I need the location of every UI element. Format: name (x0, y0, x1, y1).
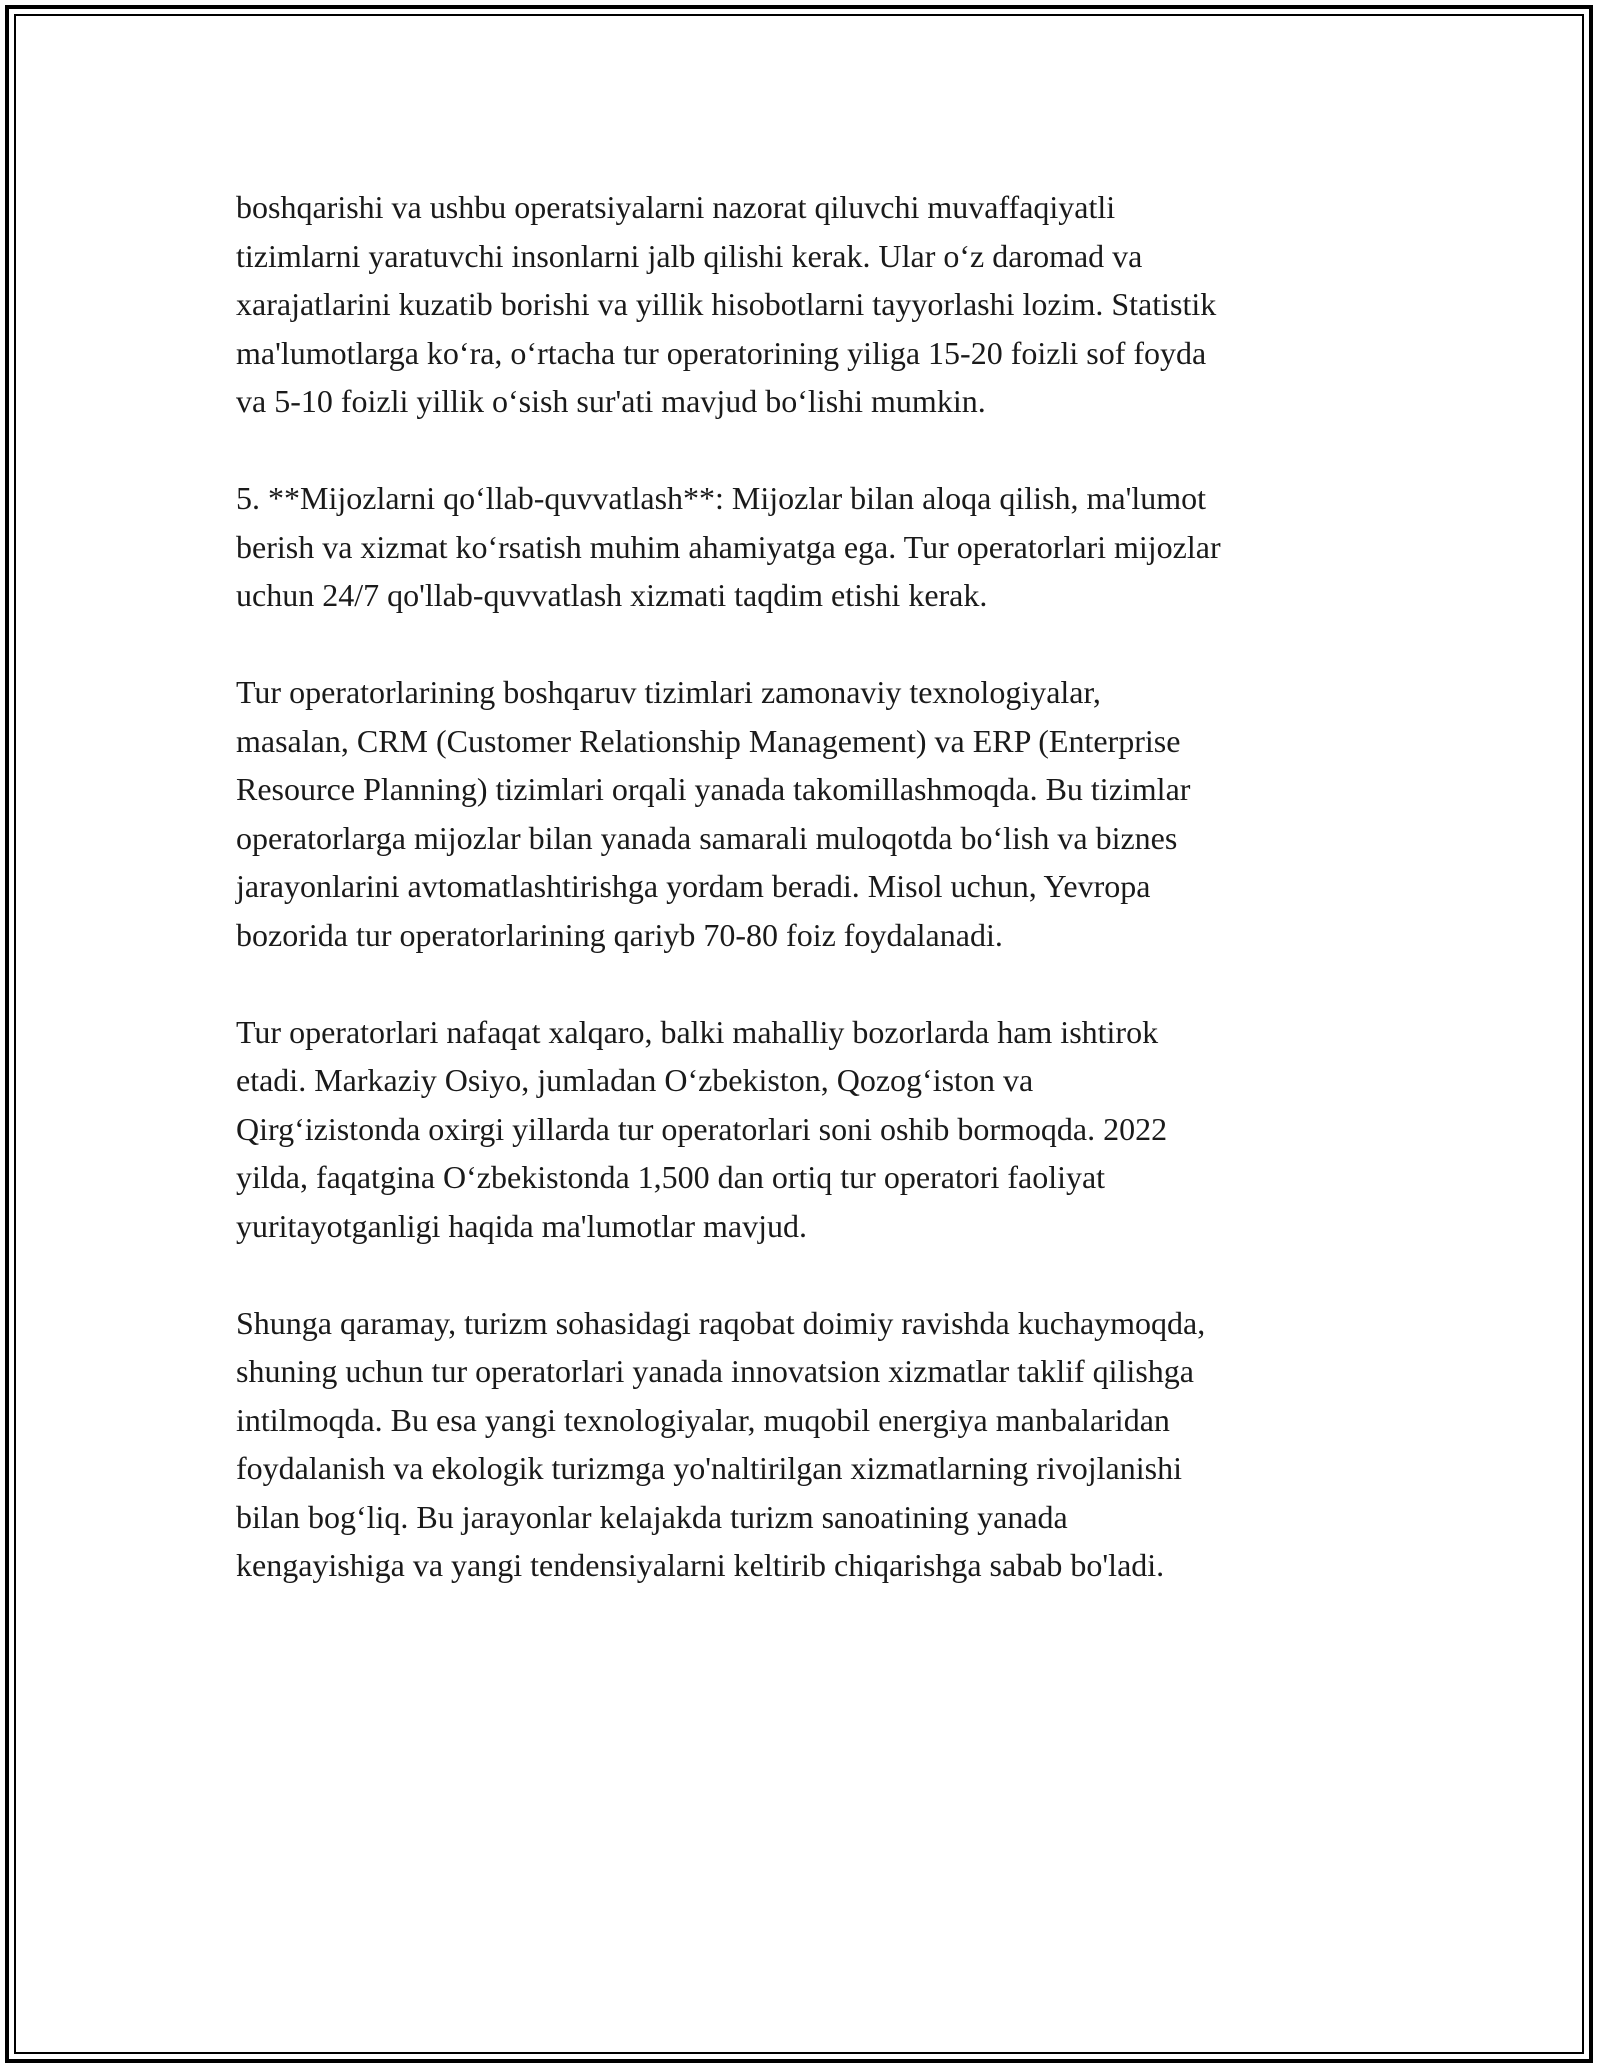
paragraph-regional-markets: Tur operatorlari nafaqat xalqaro, balki mahalliy bozorlarda ham ishtirok etadi. Markaziy Osiyo, jumladan O‘zbekiston, Qozog‘iston va Qirg‘izistonda oxirgi yillarda tur operatorlari soni oshib bormoqda. 2022 yilda, faqatgina O‘zbekistonda 1,500 dan ortiq tur operatori faoliyat yuritayotganligi haqida ma'lumotlar mavjud. (236, 1013, 1168, 1244)
document-body (236, 183, 1396, 1638)
paragraph-customer-support: 5. **Mijozlarni qo‘llab-quvvatlash**: Mijozlar bilan aloqa qilish, ma'lumot berish va xizmat ko‘rsatish muhim ahamiyatga ega. Tur operatorlari mijozlar uchun 24/7 qo'llab-quvvatlash xizmati taqdim etishi kerak. (236, 480, 1221, 613)
paragraph-competition-innovation: Shunga qaramay, turizm sohasidagi raqobat doimiy ravishda kuchaymoqda, shuning uchun tur operatorlari yanada innovatsion xizmatlar taklif qilishga intilmoqda. Bu esa yangi texnologiyalar, muqobil energiya manbalaridan foydalanish va ekologik turizmga yo'naltirilgan xizmatlarning rivojlanishi bilan bog‘liq. Bu jarayonlar kelajakda turizm sanoatining yanada kengayishiga va yangi tendensiyalarni keltirib chiqarishga sabab bo'ladi. (236, 1304, 1206, 1583)
paragraph-operations-management: boshqarishi va ushbu operatsiyalarni nazorat qiluvchi muvaffaqiyatli tizimlarni yaratuvchi insonlarni jalb qilishi kerak. Ular o‘z daromad va xarajatlarini kuzatib borishi va yillik hisobotlarni tayyorlashi lozim. Statistik ma'lumotlarga ko‘ra, o‘rtacha tur operatorining yiliga 15-20 foizli sof foyda va 5-10 foizli yillik o‘sish sur'ati mavjud bo‘lishi mumkin. (236, 189, 1217, 419)
paragraph-management-systems: Tur operatorlarining boshqaruv tizimlari zamonaviy texnologiyalar, masalan, CRM (Customer Relationship Management) va ERP (Enterprise Resource Planning) tizimlari orqali yanada takomillashmoqda. Bu tizimlar operatorlarga mijozlar bilan yanada samarali muloqotda bo‘lish va biznes jarayonlarini avtomatlashtirishga yordam beradi. Misol uchun, Yevropa bozorida tur operatorlarining qariyb 70-80 foiz foydalanadi. (236, 674, 1191, 953)
